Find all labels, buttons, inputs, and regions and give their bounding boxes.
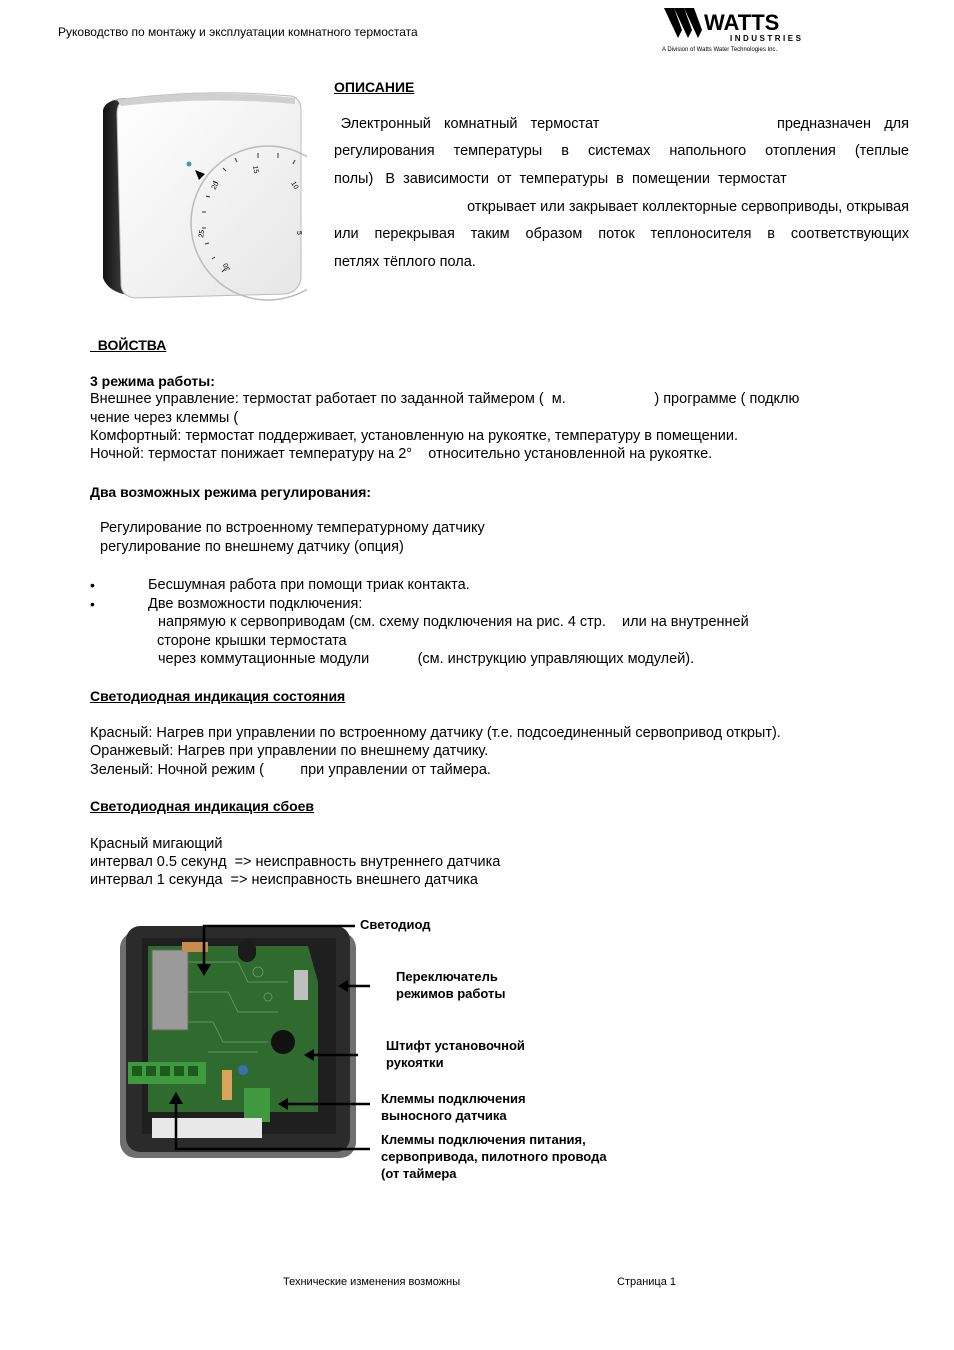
watts-logo — [660, 6, 820, 54]
description-line: открывает или закрывает коллекторные сервоприводы, открывая — [467, 199, 909, 215]
callout-led: Светодиод — [360, 917, 431, 932]
watts-logo-mark — [660, 6, 820, 54]
logo-sub-text: INDUSTRIES — [730, 34, 804, 43]
bullet-sub-item: стороне крышки термостата — [157, 633, 347, 649]
modes-line: Ночной: термостат понижает температуру на 2° относительно установленной на рукоятке. — [90, 446, 713, 462]
dial-label-20: 20 — [210, 180, 221, 191]
properties-heading: ВОЙСТВА — [90, 337, 167, 353]
bullet-symbol: • — [90, 596, 95, 612]
callout-power-terminals: Клеммы подключения питания, сервопривода, пилотного провода (от таймера — [381, 1132, 607, 1181]
callout-knob-pin: Штифт установочной рукоятки — [386, 1038, 525, 1070]
description-line: регулирования температуры в системах напольного отопления (теплые — [334, 143, 909, 159]
modes-line: Комфортный: термостат поддерживает, установленную на рукоятке, температуру в помещении. — [90, 428, 738, 444]
modes-line: Внешнее управление: термостат работает по заданной таймером ( м. ) программе ( подклю — [90, 391, 800, 407]
dial-label-30: 30 — [222, 261, 232, 272]
modes-line: чение через клеммы ( — [90, 410, 239, 426]
dial-label-15: 15 — [251, 165, 260, 175]
dial-label-10: 10 — [289, 180, 300, 191]
led-fault-line: интервал 0.5 секунд => неисправность внутреннего датчика — [90, 854, 501, 870]
callout-remote-sensor-terminals: Клеммы подключения выносного датчика — [381, 1091, 526, 1123]
thermostat-photo — [95, 88, 307, 303]
led-status-line: Зеленый: Ночной режим ( при управлении от таймера. — [90, 762, 491, 778]
document-header-title: Руководство по монтажу и эксплуатации комнатного термостата — [58, 25, 418, 39]
modes-title: 3 режима работы: — [90, 373, 215, 389]
led-fault-heading: Светодиодная индикация сбоев — [90, 798, 315, 814]
regulation-title: Два возможных режима регулирования: — [90, 484, 372, 500]
led-fault-line: Красный мигающий — [90, 836, 223, 852]
footer-note: Технические изменения возможны — [283, 1276, 461, 1288]
logo-brand-text: WATTS — [704, 10, 780, 35]
led-status-line: Оранжевый: Нагрев при управлении по внешнему датчику. — [90, 743, 489, 759]
bullet-item: Две возможности подключения: — [148, 596, 363, 612]
description-line: полы) В зависимости от температуры в помещении термостат — [334, 171, 787, 187]
bullet-symbol: • — [90, 577, 95, 593]
callout-arrows — [160, 920, 380, 1170]
bullet-sub-item: напрямую к сервоприводам (см. схему подключения на рис. 4 стр. или на внутренней — [158, 614, 749, 630]
logo-division-text: A Division of Watts Water Technologies Inc. — [662, 47, 778, 53]
bullet-item: Бесшумная работа при помощи триак контакта. — [148, 577, 470, 593]
led-status-heading: Светодиодная индикация состояния — [90, 688, 346, 704]
dial-label-25: 25 — [198, 229, 207, 239]
description-line: петлях тёплого пола. — [334, 254, 476, 270]
description-line: или перекрывая таким образом поток теплоносителя в соответствующих — [334, 226, 909, 242]
regulation-line: регулирование по внешнему датчику (опция) — [100, 539, 404, 555]
led-fault-line: интервал 1 секунда => неисправность внешнего датчика — [90, 872, 478, 888]
regulation-line: Регулирование по встроенному температурному датчику — [100, 520, 485, 536]
led-status-line: Красный: Нагрев при управлении по встроенному датчику (т.е. подсоединенный сервопривод открыт). — [90, 725, 781, 741]
description-line: Электронный комнатный термостат предназначен для — [334, 116, 909, 132]
footer-page: Страница 1 — [617, 1276, 677, 1288]
bullet-sub-item: через коммутационные модули (см. инструкцию управляющих модулей). — [158, 651, 695, 667]
callout-mode-switch: Переключатель режимов работы — [396, 969, 506, 1001]
description-heading: ОПИСАНИЕ — [334, 79, 415, 95]
dial-label-5: 5 — [295, 231, 302, 235]
